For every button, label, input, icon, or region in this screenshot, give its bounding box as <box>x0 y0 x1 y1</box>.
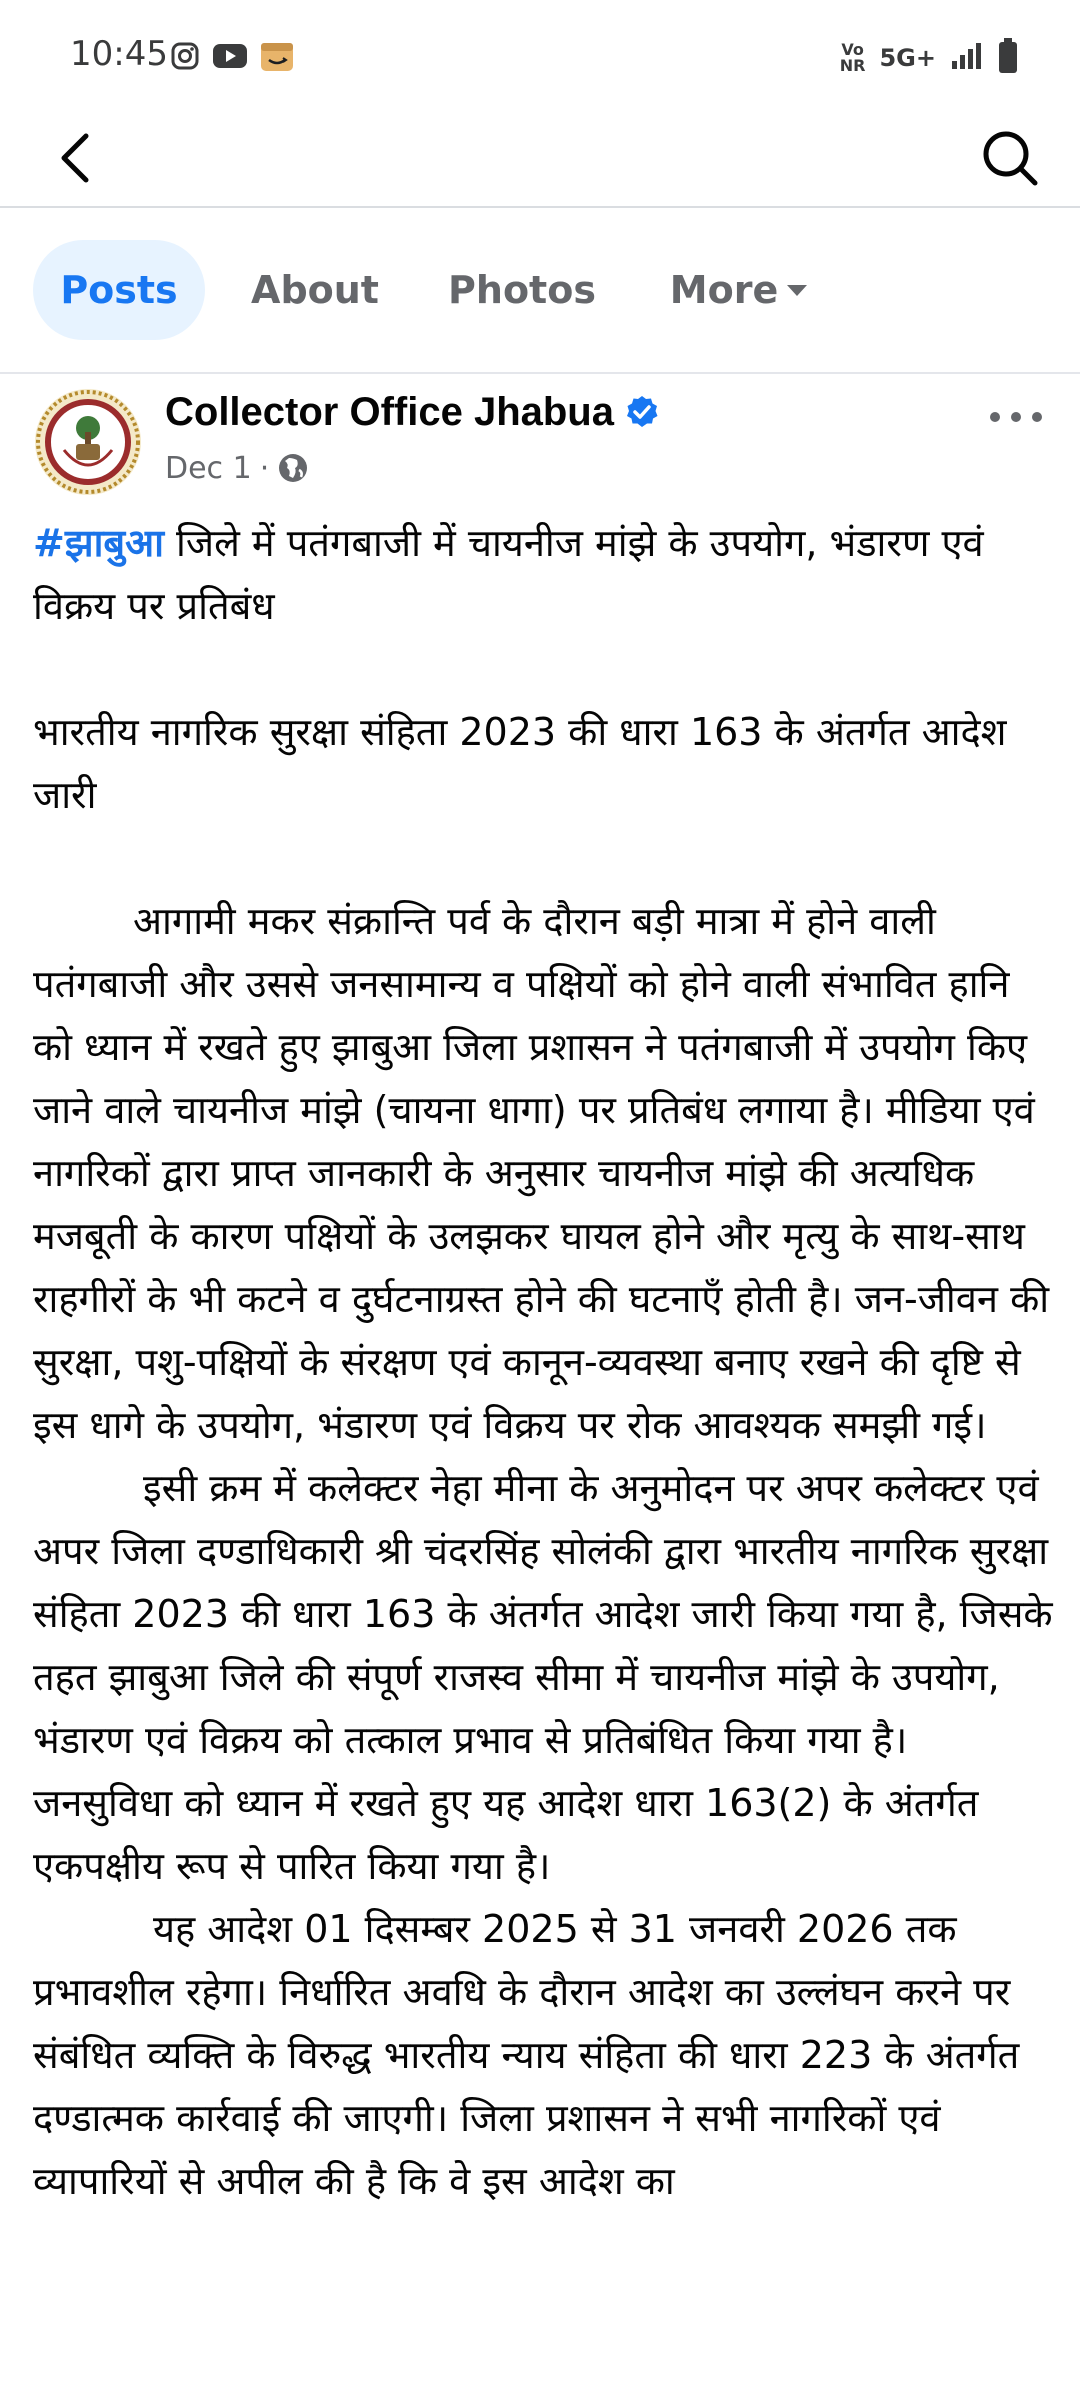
status-bar <box>0 0 1080 110</box>
tab-about[interactable]: About <box>251 268 379 312</box>
top-navigation-bar <box>0 110 1080 206</box>
back-button[interactable] <box>36 118 116 198</box>
search-button[interactable] <box>970 118 1050 198</box>
hashtag-link[interactable]: #झाबुआ <box>33 521 164 565</box>
post-subheadline: भारतीय नागरिक सुरक्षा संहिता 2023 की धारा 163 के अंतर्गत आदेश जारी <box>33 710 1007 817</box>
back-arrow-icon <box>54 130 98 186</box>
tabs-divider <box>0 372 1080 374</box>
post-paragraph-3: यह आदेश 01 दिसम्बर 2025 से 31 जनवरी 2026 तक प्रभावशील रहेगा। निर्धारित अवधि के दौरान आदेश का उल्लंघन करने पर संबंधित व्यक्ति के विरुद्ध भारतीय न्याय संहिता की धारा 223 के अंतर्गत दण्डात्मक कार्रवाई की जाएगी। जिला प्रशासन ने सभी नागरिकों एवं व्यापारियों से अपील की है कि वे इस आदेश का <box>33 1907 1020 2203</box>
youtube-icon <box>212 42 248 74</box>
search-icon <box>980 128 1040 188</box>
page-name[interactable]: Collector Office Jhabua <box>165 389 614 434</box>
signal-icon <box>950 41 984 75</box>
post-header <box>0 384 1080 504</box>
notification-icons <box>170 38 294 78</box>
post-paragraph-2: इसी क्रम में कलेक्टर नेहा मीना के अनुमोदन पर अपर कलेक्टर एवं अपर जिला दण्डाधिकारी श्री चंदरसिंह सोलंकी द्वारा भारतीय नागरिक सुरक्षा संहिता 2023 की धारा 163 के अंतर्गत आदेश जारी किया गया है, जिसके तहत झाबुआ जिले की संपूर्ण राजस्व सीमा में चायनीज मांझे के उपयोग, भंडारण एवं विक्रय को तत्काल प्रभाव से प्रतिबंधित किया गया है। जनसुविधा को ध्यान में रखते हुए यह आदेश धारा 163(2) के अंतर्गत एकपक्षीय रूप से पारित किया गया है। <box>33 1466 1053 1888</box>
more-horizontal-icon <box>988 410 1044 424</box>
tab-photos[interactable]: Photos <box>448 268 596 312</box>
volte-icon: Vo NR <box>839 40 866 75</box>
government-emblem-logo-icon <box>34 388 142 496</box>
verified-badge-icon <box>624 394 660 430</box>
post-text <box>33 512 1053 2213</box>
post-paragraph-1: आगामी मकर संक्रान्ति पर्व के दौरान बड़ी मात्रा में होने वाली पतंगबाजी और उससे जनसामान्य व पक्षियों को होने वाली संभावित हानि को ध्यान में रखते हुए झाबुआ जिला प्रशासन ने पतंगबाजी में उपयोग किए जाने वाले चायनीज मांझे (चायना धागा) पर प्रतिबंध लगाया है। मीडिया एवं नागरिकों द्वारा प्राप्त जानकारी के अनुसार चायनीज मांझे की अत्यधिक मजबूती के कारण पक्षियों के उलझकर घायल होने और मृत्यु के साथ-साथ राहगीरों के भी कटने व दुर्घटनाग्रस्त होने की घटनाएँ होती है। जन-जीवन की सुरक्षा, पशु-पक्षियों के संरक्षण एवं कानून-व्यवस्था बनाए रखने की दृष्टि से इस धागे के उपयोग, भंडारण एवं विक्रय पर रोक आवश्यक समझी गई। <box>33 899 1050 1447</box>
tab-more[interactable]: More <box>660 240 820 340</box>
page-name-row <box>165 384 660 440</box>
amazon-shopping-icon <box>260 39 294 77</box>
globe-public-icon <box>277 452 309 484</box>
post-date[interactable]: Dec 1 <box>165 450 252 486</box>
battery-icon <box>998 38 1018 78</box>
profile-tabs <box>0 240 1080 340</box>
post-headline <box>33 512 1053 638</box>
system-icons <box>840 38 1018 78</box>
headline-text: जिले में पतंगबाजी में चायनीज मांझे के उपयोग, भंडारण एवं विक्रय पर प्रतिबंध <box>33 521 984 628</box>
topbar-divider <box>0 206 1080 208</box>
meta-separator: · <box>259 450 270 486</box>
post-more-options-button[interactable] <box>976 392 1056 442</box>
instagram-icon <box>170 41 200 75</box>
tab-posts[interactable]: Posts <box>33 240 205 340</box>
page-avatar[interactable] <box>34 388 142 496</box>
post-meta <box>165 446 309 490</box>
caret-down-icon <box>784 280 810 300</box>
network-type-label: 5G+ <box>879 44 936 72</box>
status-time: 10:45 <box>70 34 168 74</box>
